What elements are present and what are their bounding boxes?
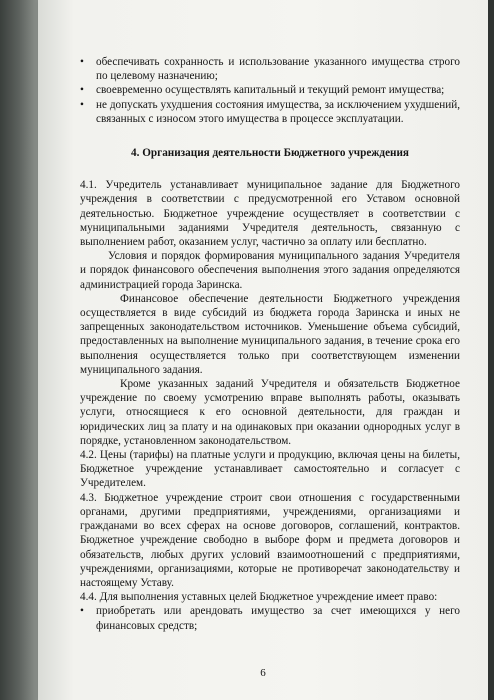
section-heading: 4. Организация деятельности Бюджетного учреждения: [131, 147, 409, 160]
list-item: [80, 83, 460, 97]
bullet-text: не допускать ухудшения состояния имущества, за исключением ухудшений, связанных с износом этого имущества в процессе эксплуатации.: [96, 98, 460, 125]
bullet-mark: •: [80, 56, 84, 68]
paragraph-4-3: 4.3. Бюджетное учреждение строит свои отношения с государственными органами, другими предприятиями, учреждениями, организациями и гражданами во всех сферах на основе договоров, соглашений, контрактов. Бюджетное учреждение свободно в выборе форм и предмета договоров и обязательств, любых других условий взаимоотношений с предприятиями, учреждениями, организациями, которые не противоречат законодательству и настоящему Уставу.: [80, 491, 460, 589]
bullet-text: своевременно осуществлять капитальный и текущий ремонт имущества;: [96, 84, 445, 97]
paragraph-conditions: Условия и порядок формирования муниципального задания Учредителя и порядок финансового обеспечения выполнения этого задания определяются администрацией города Заринска.: [80, 250, 460, 291]
paragraph-4-4: 4.4. Для выполнения уставных целей Бюджетное учреждение имеет право:: [80, 591, 438, 604]
bullet-text: приобретать или арендовать имущество за счет имеющихся у него финансовых средств;: [96, 605, 460, 632]
document-body: [80, 55, 460, 633]
document-page: [38, 0, 488, 700]
scan-shadow-right: [488, 0, 494, 700]
paragraph-4-1: 4.1. Учредитель устанавливает муниципальное задание для Бюджетного учреждения в соответствии с предусмотренной его Уставом основной деятельностью. Бюджетное учреждение осуществляет в соответствии с муниципальными заданиями Учредителя деятельность, связанную с выполнением работ, оказанием услуг, частично за оплату или бесплатно.: [80, 179, 460, 249]
bullet-mark: •: [80, 98, 84, 111]
bullet-text: обеспечивать сохранность и использование указанного имущества строго по целевому назначению;: [96, 56, 460, 83]
paragraph-4-2: 4.2. Цены (тарифы) на платные услуги и продукцию, включая цены на билеты, Бюджетное учреждение устанавливает самостоятельно и согласует с Учредителем.: [80, 449, 460, 490]
list-item: [80, 604, 460, 632]
scan-shadow-left: [0, 0, 38, 700]
list-item: [80, 55, 460, 83]
page-number: 6: [260, 667, 266, 679]
list-item: [80, 98, 460, 126]
bullet-mark: •: [80, 84, 84, 97]
paragraph-finance: Финансовое обеспечение деятельности Бюджетного учреждения осуществляется в виде субсидий из бюджета города Заринска и иных не запрещенных законодательством источников. Уменьшение объема субсидий, предоставленных на выполнение муниципального задания, в течение срока его выполнения осуществляется только при соответствующем изменении муниципального задания.: [80, 292, 460, 376]
paragraph-besides: Кроме указанных заданий Учредителя и обязательств Бюджетное учреждение по своему усмотрению вправе выполнять работы, оказывать услуги, относящиеся к его основной деятельности, для граждан и юридических лиц за плату и на одинаковых при оказании однородных услуг в порядке, установленном законодательством.: [80, 378, 460, 447]
bullet-mark: •: [80, 605, 84, 618]
